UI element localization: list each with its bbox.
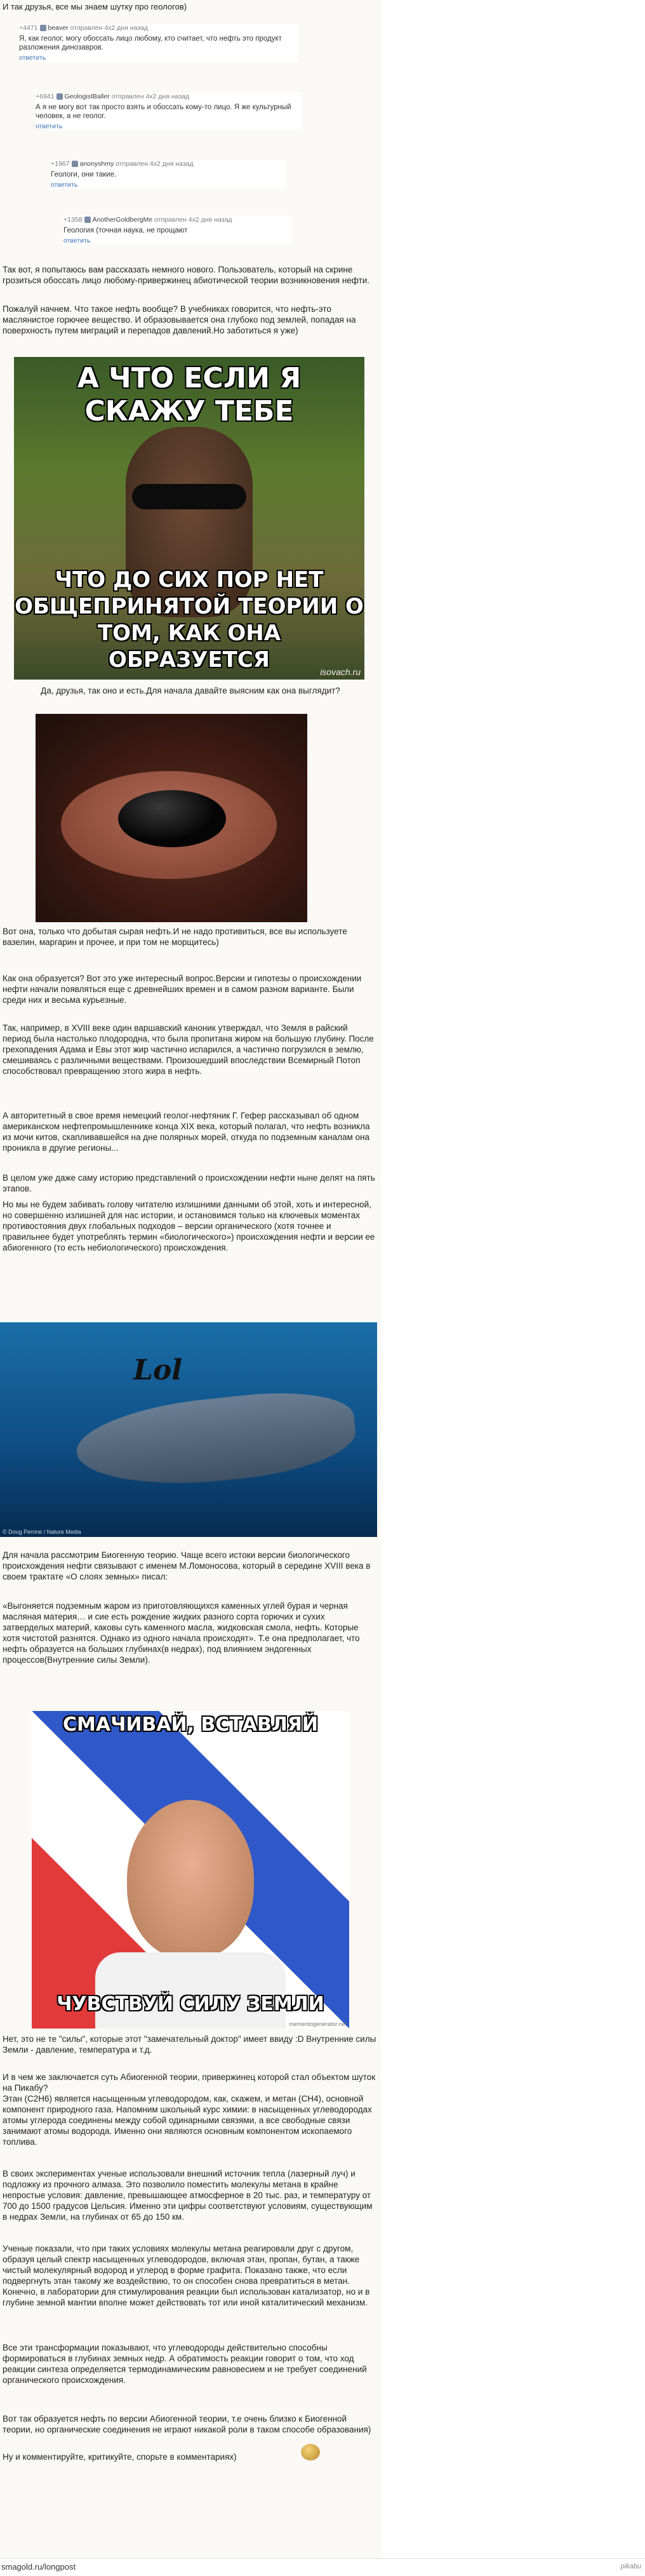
comment-text: Геология (точная наука, не прощают [63,227,188,234]
meme-doctor-image [32,1711,349,2029]
meme-top-text: СМАЧИВАЙ, ВСТАВЛЯЙ [62,1714,319,1736]
comment-text: Я, как геолог, могу обоссать лицо любому, кто считает, что нефть это продукт разложения динозавров. [19,35,282,51]
paragraph-2: Пожалуй начнем. Что такое нефть вообще? В учебниках говорится, что нефть-это маслянистое горючее вещество. И образовывается она глубоко под землей, попадая на поверхность путем миграций и перепадов давлений.Но заботиться я уже) [3,304,356,335]
smiley-icon [301,2444,320,2460]
face-shape [127,1800,254,1959]
oil-hands-image [36,714,307,922]
watermark: isovach.ru [320,667,361,677]
paragraph-1: Так вот, я попытаюсь вам рассказать немного нового. Пользователь, который на скрине грозиться обоссать лицо любому-привержинец абиотической теории возникновения нефти. [3,265,370,285]
paragraph-9: Для начала рассмотрим Биогенную теорию. Чаще всего истоки версии биологического происхождения нефти связывают с именем М.Ломоносова, который в середине XVIII века в своем трактате «О слоях земных» писал: [3,1550,371,1581]
comment-user[interactable]: beaver [48,24,69,32]
sunglasses-icon [132,484,246,509]
intro-text: И так друзья, все мы знаем шутку про геологов) [3,2,187,11]
paragraph-10: «Выгоняется подземным жаром из приготовляющихся каменных углей бурая и черная масляная материя… и сие есть рождение жидких разного сорта горючих и сухих затверделых материй, каковы суть каменного масла, жидковская смола, нефть. Которые хотя чистотой разнятся. Однако из одного начала происходят». Т.е она предполагает, что нефть образуется на больших глубинах(в недрах), под влиянием эндогенных процессов(Внутренние силы Земли). [3,1601,360,1665]
photo-credit: © Doug Perrine / Nature Media [3,1529,81,1535]
avatar [84,217,91,223]
avatar [57,93,63,100]
meme-top-text: А ЧТО ЕСЛИ Я СКАЖУ ТЕБЕ [77,362,302,427]
paragraph-4: Как она образуется? Вот это уже интересный вопрос.Версии и гипотезы о происхождении нефти начали появляться еще с древнейших времен и в самом разном варианте. Были среди них и весьма курьезные. [3,974,362,1005]
paragraph-12: И в чем же заключается суть Абиогенной теории, привержинец которой стал объектом шуток на Пикабу? Этан (C2H6) является насыщенным углеводородом, как, скажем, и метан (CH4), основной компонент природного газа. Напомним школьный курс химии: в насыщенных углеводородах атомы углерода соединены между собой одинарными связями, а все свободные связи занимают атомы водорода. Именно они являются основным компонентом ископаемого топлива. [3,2072,376,2147]
comment-1: +4471 beaver отправлен 4х2 дня назад Я, как геолог, могу обоссать лицо любому, кто считает, что нефть это продукт разложения динозавров. ответить [19,24,298,62]
paragraph-6: А авторитетный в свое время немецкий геолог-нефтяник Г. Гефер рассказывал об одном американском нефтепромышленнике конца XIX века, который полагал, что нефть возникла из мочи китов, скапливавшейся на дне полярных морей, откуда по подземным каналам она проникла в другие регионы... [3,1111,370,1153]
comment-4: +1358 AnotherGoldbergMe отправлен 4х2 дня назад Геология (точная наука, не прощают ответить [63,216,292,245]
comment-user[interactable]: anonyshmy [79,160,114,168]
comment-text: А я не могу вот так просто взять и обоссать кому-то лицо. Я же культурный человек, а не геолог. [36,104,291,120]
oil-puddle [118,790,226,847]
paragraph-11: Нет, это не те "силы", которые этот "замечательный доктор" имеет ввиду :D Внутренние силы Земли - давление, температура и т.д. [3,2034,376,2055]
paragraph-13: В своих экспериментах ученые использовали внешний источник тепла (лазерный луч) и подложку из прочного алмаза. Это позволило поместить молекулы метана в крайне непростые условия: давление, превышающее атмосферное в 20 тыс. раз, и температуру от 700 до 1500 градусов Цельсия. Именно эти цифры соответствуют условиям, существующим в недрах Земли, на глубинах от 65 до 150 км. [3,2169,373,2222]
paragraph-17: Ну и комментируйте, критикуйте, спорьте в комментариях) [3,2452,237,2462]
footer [0,2558,645,2576]
avatar [72,161,78,167]
reply-link[interactable]: ответить [19,54,46,62]
comment-3: +1967 anonyshmy отправлен 4х2 дня назад Геологи, они такие. ответить [51,160,286,189]
meme-bottom-text: ЧТО ДО СИХ ПОР НЕТ ОБЩЕПРИНЯТОЙ ТЕОРИИ О ТОМ, КАК ОНА ОБРАЗУЕТСЯ [15,567,364,673]
source-link[interactable]: smagold.ru/longpost [1,2562,76,2572]
comment-2: +6941 GeologistBaller отправлен 4х2 дня назад А я не могу вот так просто взять и обоссать кому-то лицо. Я же культурный человек, а не геолог. ответить [36,93,302,130]
reply-link[interactable]: ответить [63,237,91,245]
meme-bottom-text: ЧУВСТВУЙ СИЛУ ЗЕМЛИ [57,1993,324,2015]
paragraph-14: Ученые показали, что при таких условиях молекулы метана реагировали друг с другом, образуя целый спектр насыщенных углеводородов, включая этан, пропан, бутан, а также чистый молекулярный водород и углерод в форме графита. Показано также, что если подвергнуть этан такому же воздействию, то он способен снова превратиться в метан. Конечно, в лаборатории для стимулирования реакции был использован катализатор, но и в глубине земной мантии вполне может действовать тот или иной каталитический механизм. [3,2244,370,2307]
avatar [40,25,46,31]
comment-user[interactable]: GeologistBaller [64,93,110,100]
whale-image [0,1322,377,1537]
coat-shape [95,1952,286,2029]
paragraph-8: Но мы не будем забивать голову читателю излишними данными об этой, хоть и интересной, но совершенно излишней для нас истории, и остановимся только на ключевых моментах противостояния двух глобальных подходов – версии органического (хотя точнее и правильнее будет употреблять термин «биологического») происхождения нефти и версии ее абиогенного (то есть небиологического) происхождения. [3,1200,375,1252]
paragraph-15: Все эти трансформации показывают, что углеводороды действительно способны формироваться в глубинах земных недр. А обратимость реакции говорит о том, что ход реакции синтеза определяется термодинамическим равновесием и не требует соединений органического происхождения. [3,2343,367,2385]
comment-text: Геологи, они такие. [51,171,117,178]
reply-link[interactable]: ответить [51,181,78,189]
reply-link[interactable]: ответить [36,123,63,130]
paragraph-7: В целом уже даже саму историю представлений о происхождении нефти ныне делят на пять этапов. [3,1173,375,1193]
whale-shape [72,1384,359,1495]
paragraph-5: Так, например, в XVIII веке один варшавский каноник утверждал, что Земля в райский период была настолько плодородна, что была пропитана жиром на большую глубину. После грехопадения Адама и Евы этот жир частично испарился, а частично погрузился в землю, смешиваясь с различными веществами. Произошедший впоследствии Всемирный Потоп способствовал превращению этого жира в нефть. [3,1023,374,1076]
paragraph-16: Вот так образуется нефть по версии Абиогенной теории, т.е очень близко к Биогенной теории, но органические соединения не играют никакой роли в таком способе образования) [3,2414,371,2434]
brand-logo: pikabu [620,2563,641,2570]
whale-text: Lol [133,1354,182,1386]
meme-morpheus-image [14,357,364,680]
comment-user[interactable]: AnotherGoldbergMe [92,216,153,224]
paragraph-3: Вот она, только что добытая сырая нефть.И не надо противиться, все вы используете вазелин, маргарин и прочее, и при том не морщитесь) [3,927,347,947]
caption-1: Да, друзья, так оно и есть.Для начала давайте выясним как она выглядит? [41,686,340,695]
watermark: mementogenerator.net [289,2021,347,2027]
